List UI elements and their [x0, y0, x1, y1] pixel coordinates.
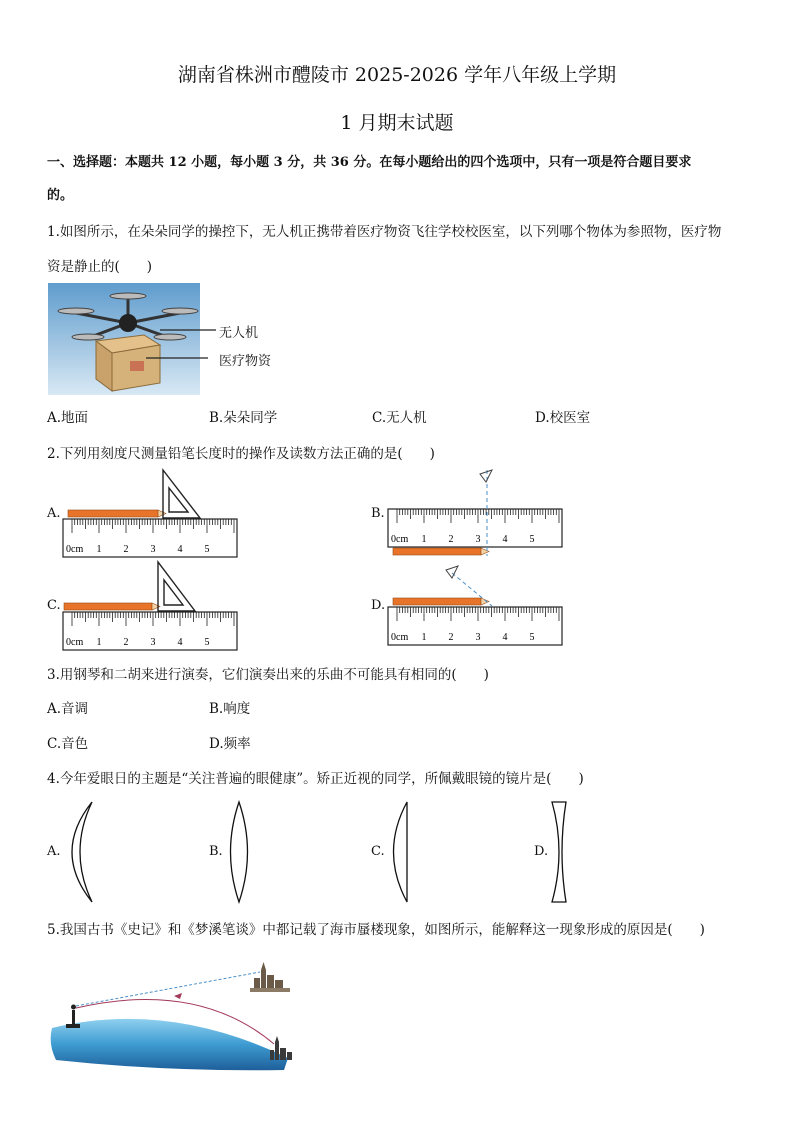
q2-stem: 2.下列用刻度尺测量铅笔长度时的操作及读数方法正确的是( ) — [47, 446, 435, 462]
ruler-tick-label: 4 — [177, 544, 183, 555]
ruler-tick-label: 5 — [204, 637, 210, 648]
q3-option-d[interactable]: D.频率 — [209, 736, 251, 752]
ruler-tick-label: 5 — [529, 534, 535, 545]
label-drone: 无人机 — [219, 326, 259, 341]
q2-option-c[interactable]: C. — [47, 598, 61, 613]
ruler-tick-label: 1 — [96, 637, 102, 648]
ruler-tick-label: 0cm — [66, 544, 84, 555]
ruler-tick-label: 4 — [502, 632, 508, 643]
q3-option-a[interactable]: A.音调 — [47, 701, 89, 717]
q2-option-a[interactable]: A. — [47, 506, 61, 521]
ray-arrow — [174, 993, 182, 999]
ruler-tick-label: 2 — [448, 632, 454, 643]
ruler-tick-label: 3 — [150, 637, 156, 648]
q4-option-c[interactable]: C. — [371, 844, 385, 859]
lens-b-icon — [231, 802, 248, 902]
mirage-figure — [48, 960, 298, 1072]
real-city-icon — [270, 1036, 292, 1060]
q4-option-a[interactable]: A. — [47, 844, 61, 859]
q3-option-c[interactable]: C.音色 — [47, 736, 89, 752]
q2-option-d[interactable]: D. — [371, 598, 386, 613]
ruler-tick-label: 0cm — [391, 534, 409, 545]
q4-stem: 4.今年爱眼日的主题是“关注普遍的眼健康”。矫正近视的同学，所佩戴眼镜的镜片是( ) — [47, 771, 584, 787]
ruler-tick-label: 3 — [150, 544, 156, 555]
q3-stem: 3.用钢琴和二胡来进行演奏，它们演奏出来的乐曲不可能具有相同的( ) — [47, 667, 489, 683]
q4-option-b[interactable]: B. — [209, 844, 223, 859]
q4-option-d[interactable]: D. — [534, 844, 549, 859]
sea-surface — [51, 1019, 288, 1070]
q1-option-b[interactable]: B.朵朵同学 — [209, 410, 278, 426]
ruler-tick-label: 2 — [123, 637, 129, 648]
q1-option-a[interactable]: A.地面 — [47, 410, 89, 426]
q1-stem: 1.如图所示，在朵朵同学的操控下，无人机正携带着医疗物资飞往学校校医室，以下列哪个物体为参照物，医疗物 — [47, 224, 722, 240]
ruler-tick-label: 5 — [204, 544, 210, 555]
ruler-tick-label: 5 — [529, 632, 535, 643]
page-title: 湖南省株洲市醴陵市 2025-2026 学年八年级上学期 — [177, 64, 617, 86]
ruler-tick-label: 3 — [475, 534, 481, 545]
q1-option-d[interactable]: D.校医室 — [535, 410, 591, 426]
q3-option-b[interactable]: B.响度 — [209, 701, 251, 717]
ruler-tick-label: 3 — [475, 632, 481, 643]
lens-a-icon — [72, 802, 92, 902]
ruler-tick-label: 0cm — [391, 632, 409, 643]
ruler-tick-label: 1 — [96, 544, 102, 555]
ruler-tick-label: 1 — [421, 632, 427, 643]
ruler-tick-label: 2 — [448, 534, 454, 545]
ruler-tick-label: 4 — [177, 637, 183, 648]
ruler-tick-label: 2 — [123, 544, 129, 555]
label-supplies: 医疗物资 — [219, 354, 272, 369]
q1-option-c[interactable]: C.无人机 — [372, 410, 427, 426]
section-heading: 一、选择题：本题共 12 小题，每小题 3 分，共 36 分。在每小题给出的四个选项中，只有一项是符合题目要求 — [47, 155, 692, 170]
q5-stem: 5.我国古书《史记》和《梦溪笔谈》中都记载了海市蜃楼现象，如图所示，能解释这一现象形成的原因是( ) — [47, 922, 705, 938]
page-subtitle: 1 月期末试题 — [340, 112, 454, 134]
mirage-city-icon — [250, 962, 290, 992]
lens-d-icon — [552, 802, 566, 902]
lens-c-icon — [394, 802, 408, 902]
ruler-tick-label: 1 — [421, 534, 427, 545]
ruler-tick-label: 4 — [502, 534, 508, 545]
q2-option-b[interactable]: B. — [371, 506, 385, 521]
section-heading-cont: 的。 — [47, 188, 74, 203]
ruler-tick-label: 0cm — [66, 637, 84, 648]
q1-stem-cont: 资是静止的( ) — [47, 259, 153, 275]
